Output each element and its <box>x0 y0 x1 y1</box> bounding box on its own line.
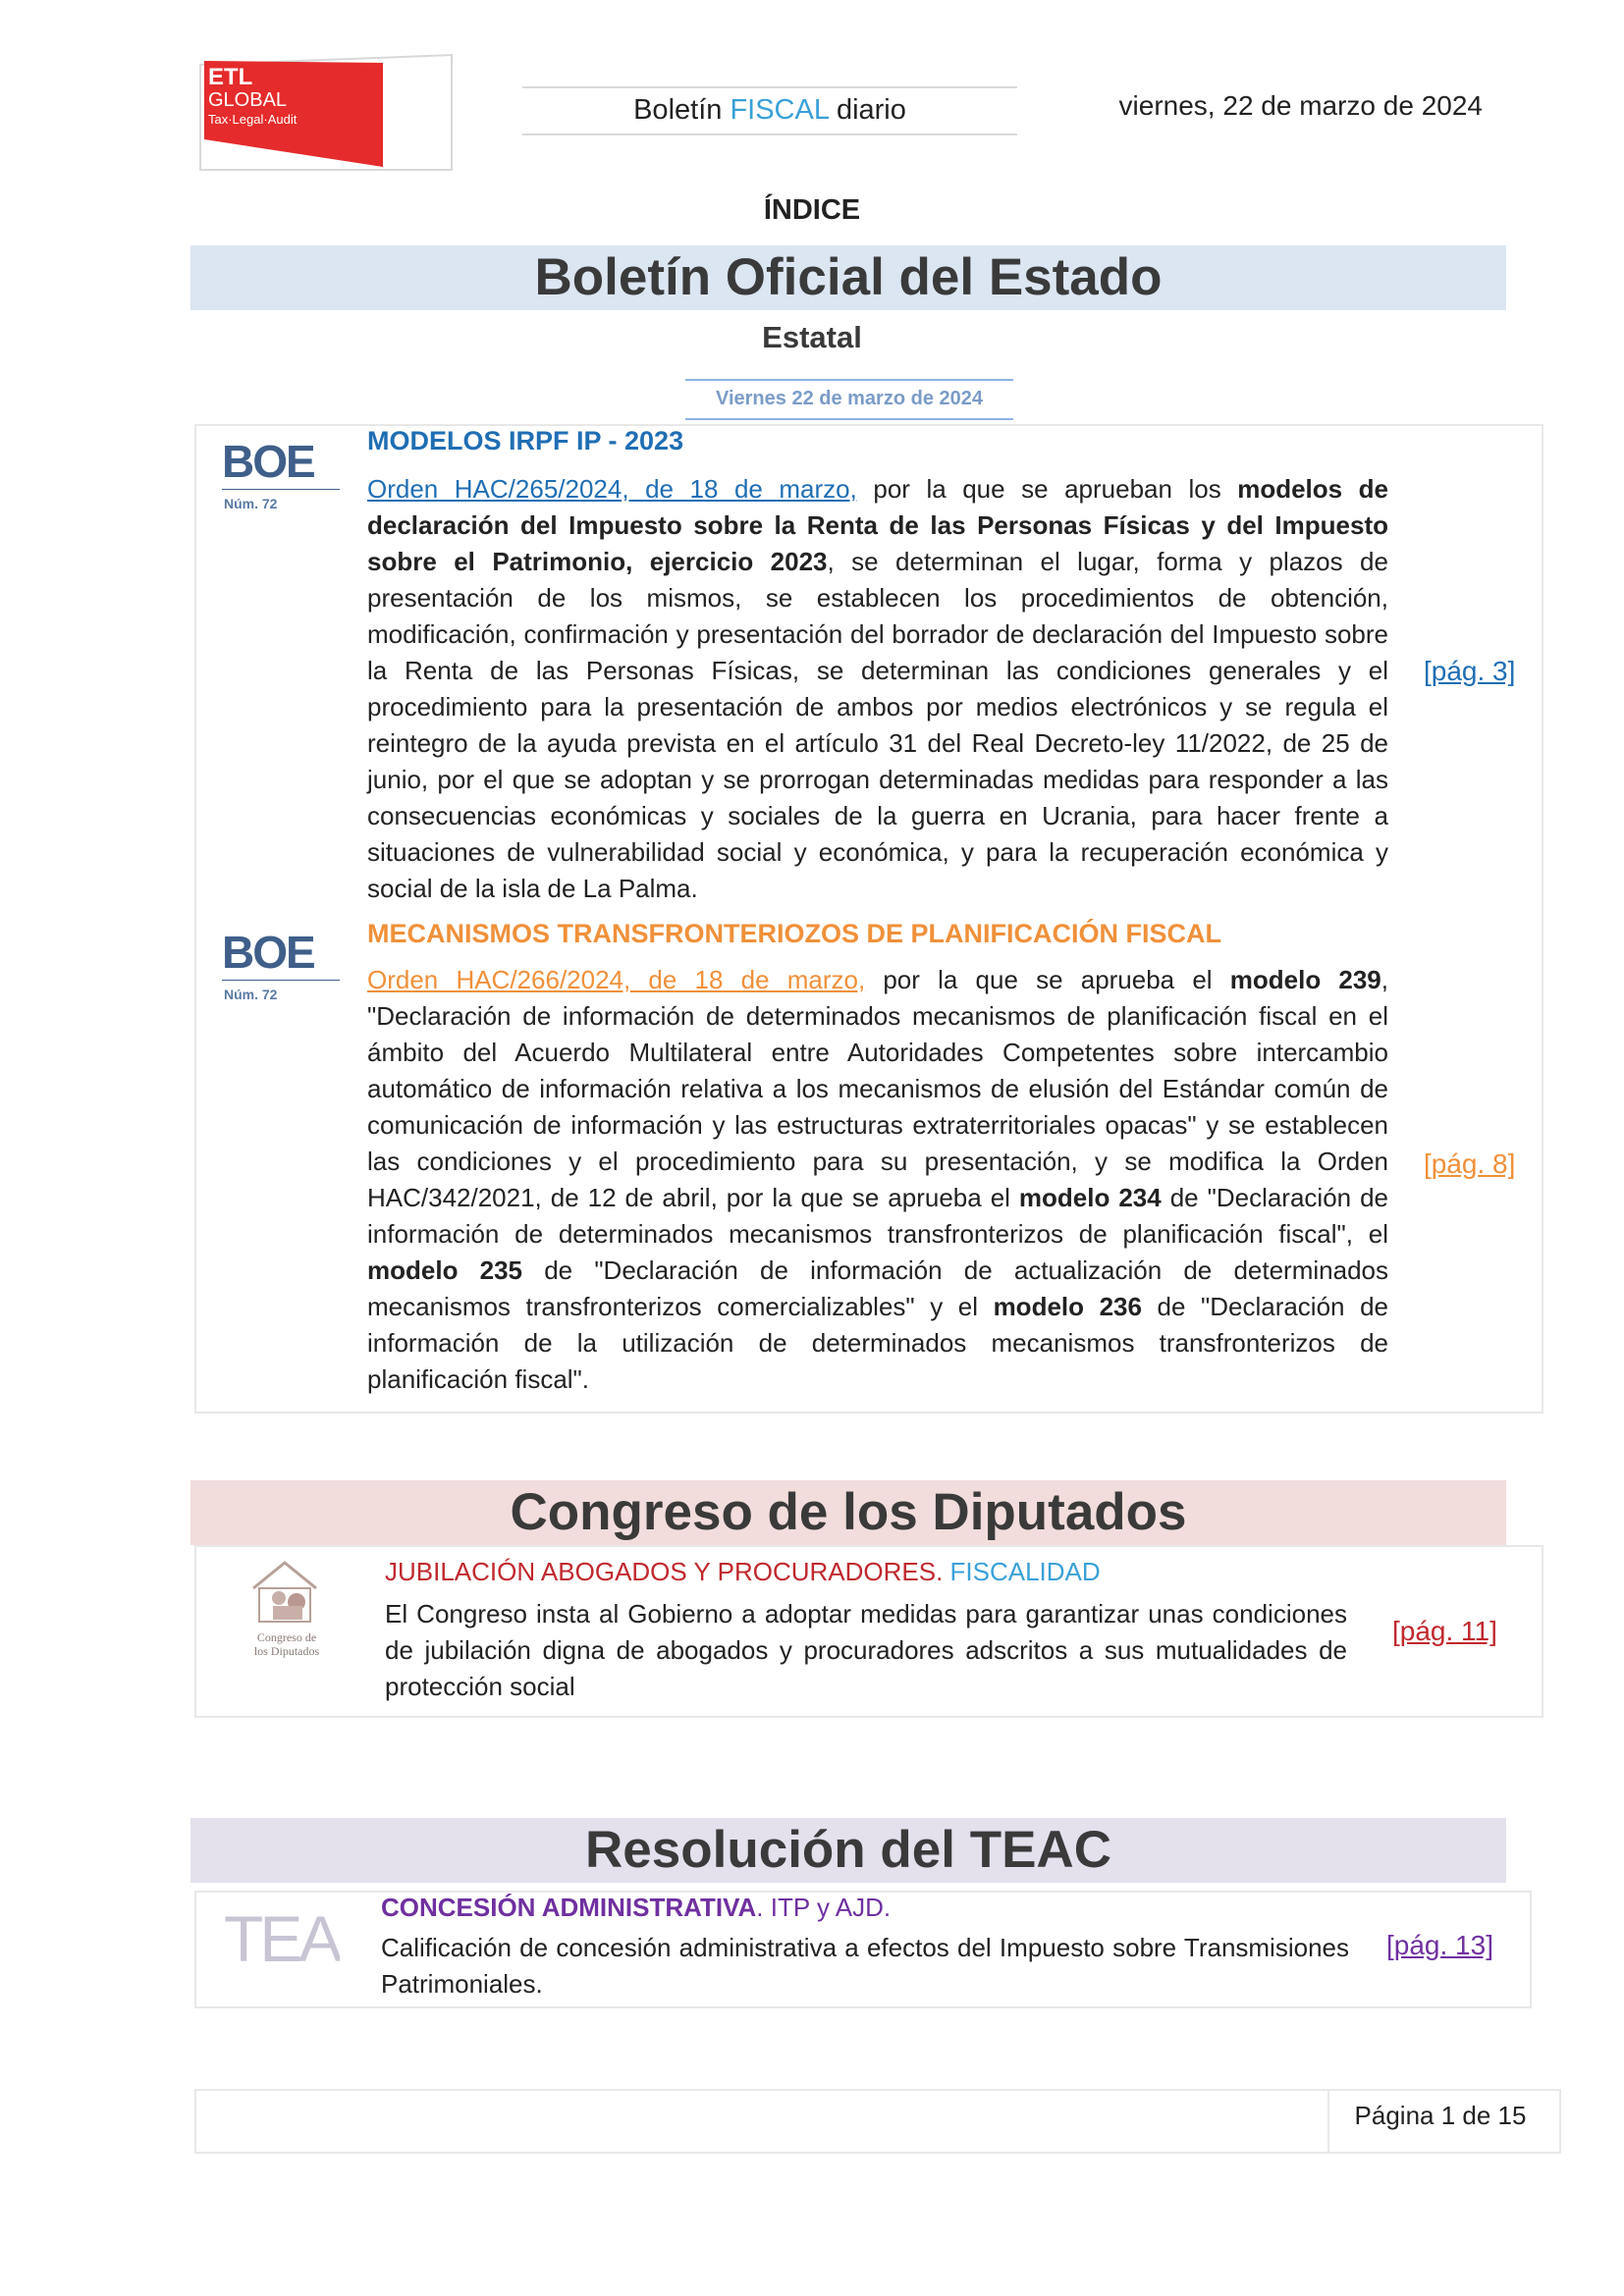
entry-title-red: JUBILACIÓN ABOGADOS Y PROCURADORES. <box>385 1557 944 1586</box>
entry-text: por la que se aprueban los <box>856 474 1238 504</box>
boe-logo-word: BOE <box>222 927 314 978</box>
footer-divider <box>1327 2089 1329 2152</box>
congreso-logo-caption: los Diputados <box>253 1644 320 1658</box>
entry-title: MODELOS IRPF IP - 2023 <box>367 426 684 455</box>
entry-text-bold: modelo 236 <box>993 1292 1142 1321</box>
entry-text-bold: modelo 234 <box>1018 1183 1162 1212</box>
entry-text-bold: modelos de declaración del Impuesto sobre la Renta de las Personas Físicas y del Impuesto sobre el Patrimonio, ejercicio 2023 <box>367 474 1388 576</box>
entry-text: de "Declaración de información de la utilización de determinados mecanismos transfronterizos de planificación fiscal". <box>367 1292 1388 1394</box>
entry-text-bold: modelo 239 <box>1229 965 1381 994</box>
entry-title <box>385 1557 1367 1587</box>
section-band-teac: Resolución del TEAC <box>190 1818 1506 1883</box>
page-link[interactable]: [pág. 11] <box>1392 1616 1497 1646</box>
logo-text-tagline: Tax·Legal·Audit <box>208 112 298 127</box>
boe-logo <box>222 438 340 511</box>
logo-text-etl: ETL <box>208 64 253 90</box>
order-link[interactable]: Orden HAC/265/2024, de 18 de marzo, <box>367 474 857 504</box>
entry-title-bold: CONCESIÓN ADMINISTRATIVA <box>381 1893 757 1922</box>
entry-text: de "Declaración de información de actualización de determinados mecanismos transfronterizos comercializables" y el <box>367 1255 1388 1321</box>
entry-title <box>381 1893 1363 1923</box>
bulletin-title-suffix: diario <box>828 94 906 126</box>
etl-global-logo <box>196 51 460 174</box>
boe-logo <box>222 929 340 1002</box>
order-link[interactable]: Orden HAC/266/2024, de 18 de marzo, <box>367 965 866 994</box>
teac-logo-text: TEA <box>224 1902 339 1973</box>
entry-text: de "Declaración de información de determinados mecanismos transfronterizos de planificación fiscal", el <box>367 1183 1389 1249</box>
entry-text-bold: modelo 235 <box>367 1255 523 1285</box>
bulletin-title <box>522 86 1017 135</box>
entry-body <box>367 471 1388 907</box>
entry-text: , "Declaración de información de determinados mecanismos de planificación fiscal en el ámbito del Acuerdo Multilateral entre Autoridades Competentes sobre intercambio automático de información relativa a los mecanismos de elusión del Estándar común de comunicación de información y las estructuras extraterritoriales opacas" y se establecen las condiciones y el procedimiento para su presentación, y se modifica la Orden HAC/342/2021, de 12 de abril, por la que se aprueba el <box>367 965 1388 1212</box>
boe-logo-word: BOE <box>222 436 314 487</box>
entry-text: por la que se aprueba el <box>865 965 1230 994</box>
entry-body: El Congreso insta al Gobierno a adoptar medidas para garantizar unas condiciones de jubilación digna de abogados y procuradores adscritos a sus mutualidades de protección social <box>385 1599 1347 1701</box>
boe-logo-rule <box>222 489 340 490</box>
page-link[interactable]: [pág. 3] <box>1424 656 1516 686</box>
congreso-emblem-icon <box>240 1555 334 1626</box>
section-band-boe: Boletín Oficial del Estado <box>190 245 1506 310</box>
page-number: Página 1 de 15 <box>1354 2101 1527 2130</box>
section-subtitle-estatal: Estatal <box>762 320 862 354</box>
entry-text: , se determinan el lugar, forma y plazos de presentación de los mismos, se establecen los procedimientos de obtención, modificación, confirmación y presentación del borrador de declaración del Impuesto sobre la Renta de las Personas Físicas, se determinan las condiciones generales y el procedimiento para la presentación de ambos por medios electrónicos y se regula el reintegro de la ayuda prevista en el artículo 31 del Real Decreto-ley 11/2022, de 25 de junio, por el que se adoptan y se prorrogan determinadas medidas para responder a las consecuencias económicas y sociales de la guerra en Ucrania, para hacer frente a situaciones de vulnerabilidad social y económica, y para la recuperación económica y social de la isla de La Palma. <box>367 547 1388 903</box>
boe-logo-rule <box>222 980 340 981</box>
entry-body <box>367 962 1388 1398</box>
index-heading: ÍNDICE <box>763 194 861 226</box>
section-band-congreso: Congreso de los Diputados <box>190 1480 1506 1545</box>
entry-title-blue: FISCALIDAD <box>943 1557 1101 1586</box>
entry-body: Calificación de concesión administrativa a efectos del Impuesto sobre Transmisiones Patrimoniales. <box>381 1933 1349 1999</box>
boe-logo-number: Núm. 72 <box>224 496 278 511</box>
bulletin-title-prefix: Boletín <box>633 94 731 126</box>
congreso-logo <box>240 1555 334 1657</box>
teac-logo <box>222 1898 340 1973</box>
header-date: viernes, 22 de marzo de 2024 <box>1118 90 1483 121</box>
congreso-logo-caption: Congreso de <box>256 1630 317 1644</box>
page-link[interactable]: [pág. 13] <box>1386 1930 1493 1960</box>
entry-title-rest: . ITP y AJD. <box>756 1893 892 1922</box>
bulletin-title-accent: FISCAL <box>730 94 829 126</box>
page-link[interactable]: [pág. 8] <box>1424 1148 1516 1179</box>
boe-date-pill: Viernes 22 de marzo de 2024 <box>685 379 1013 420</box>
logo-text-global: GLOBAL <box>208 89 288 111</box>
entry-title: MECANISMOS TRANSFRONTERIOZOS DE PLANIFICACIÓN FISCAL <box>367 919 1221 948</box>
boe-logo-number: Núm. 72 <box>224 987 278 1002</box>
